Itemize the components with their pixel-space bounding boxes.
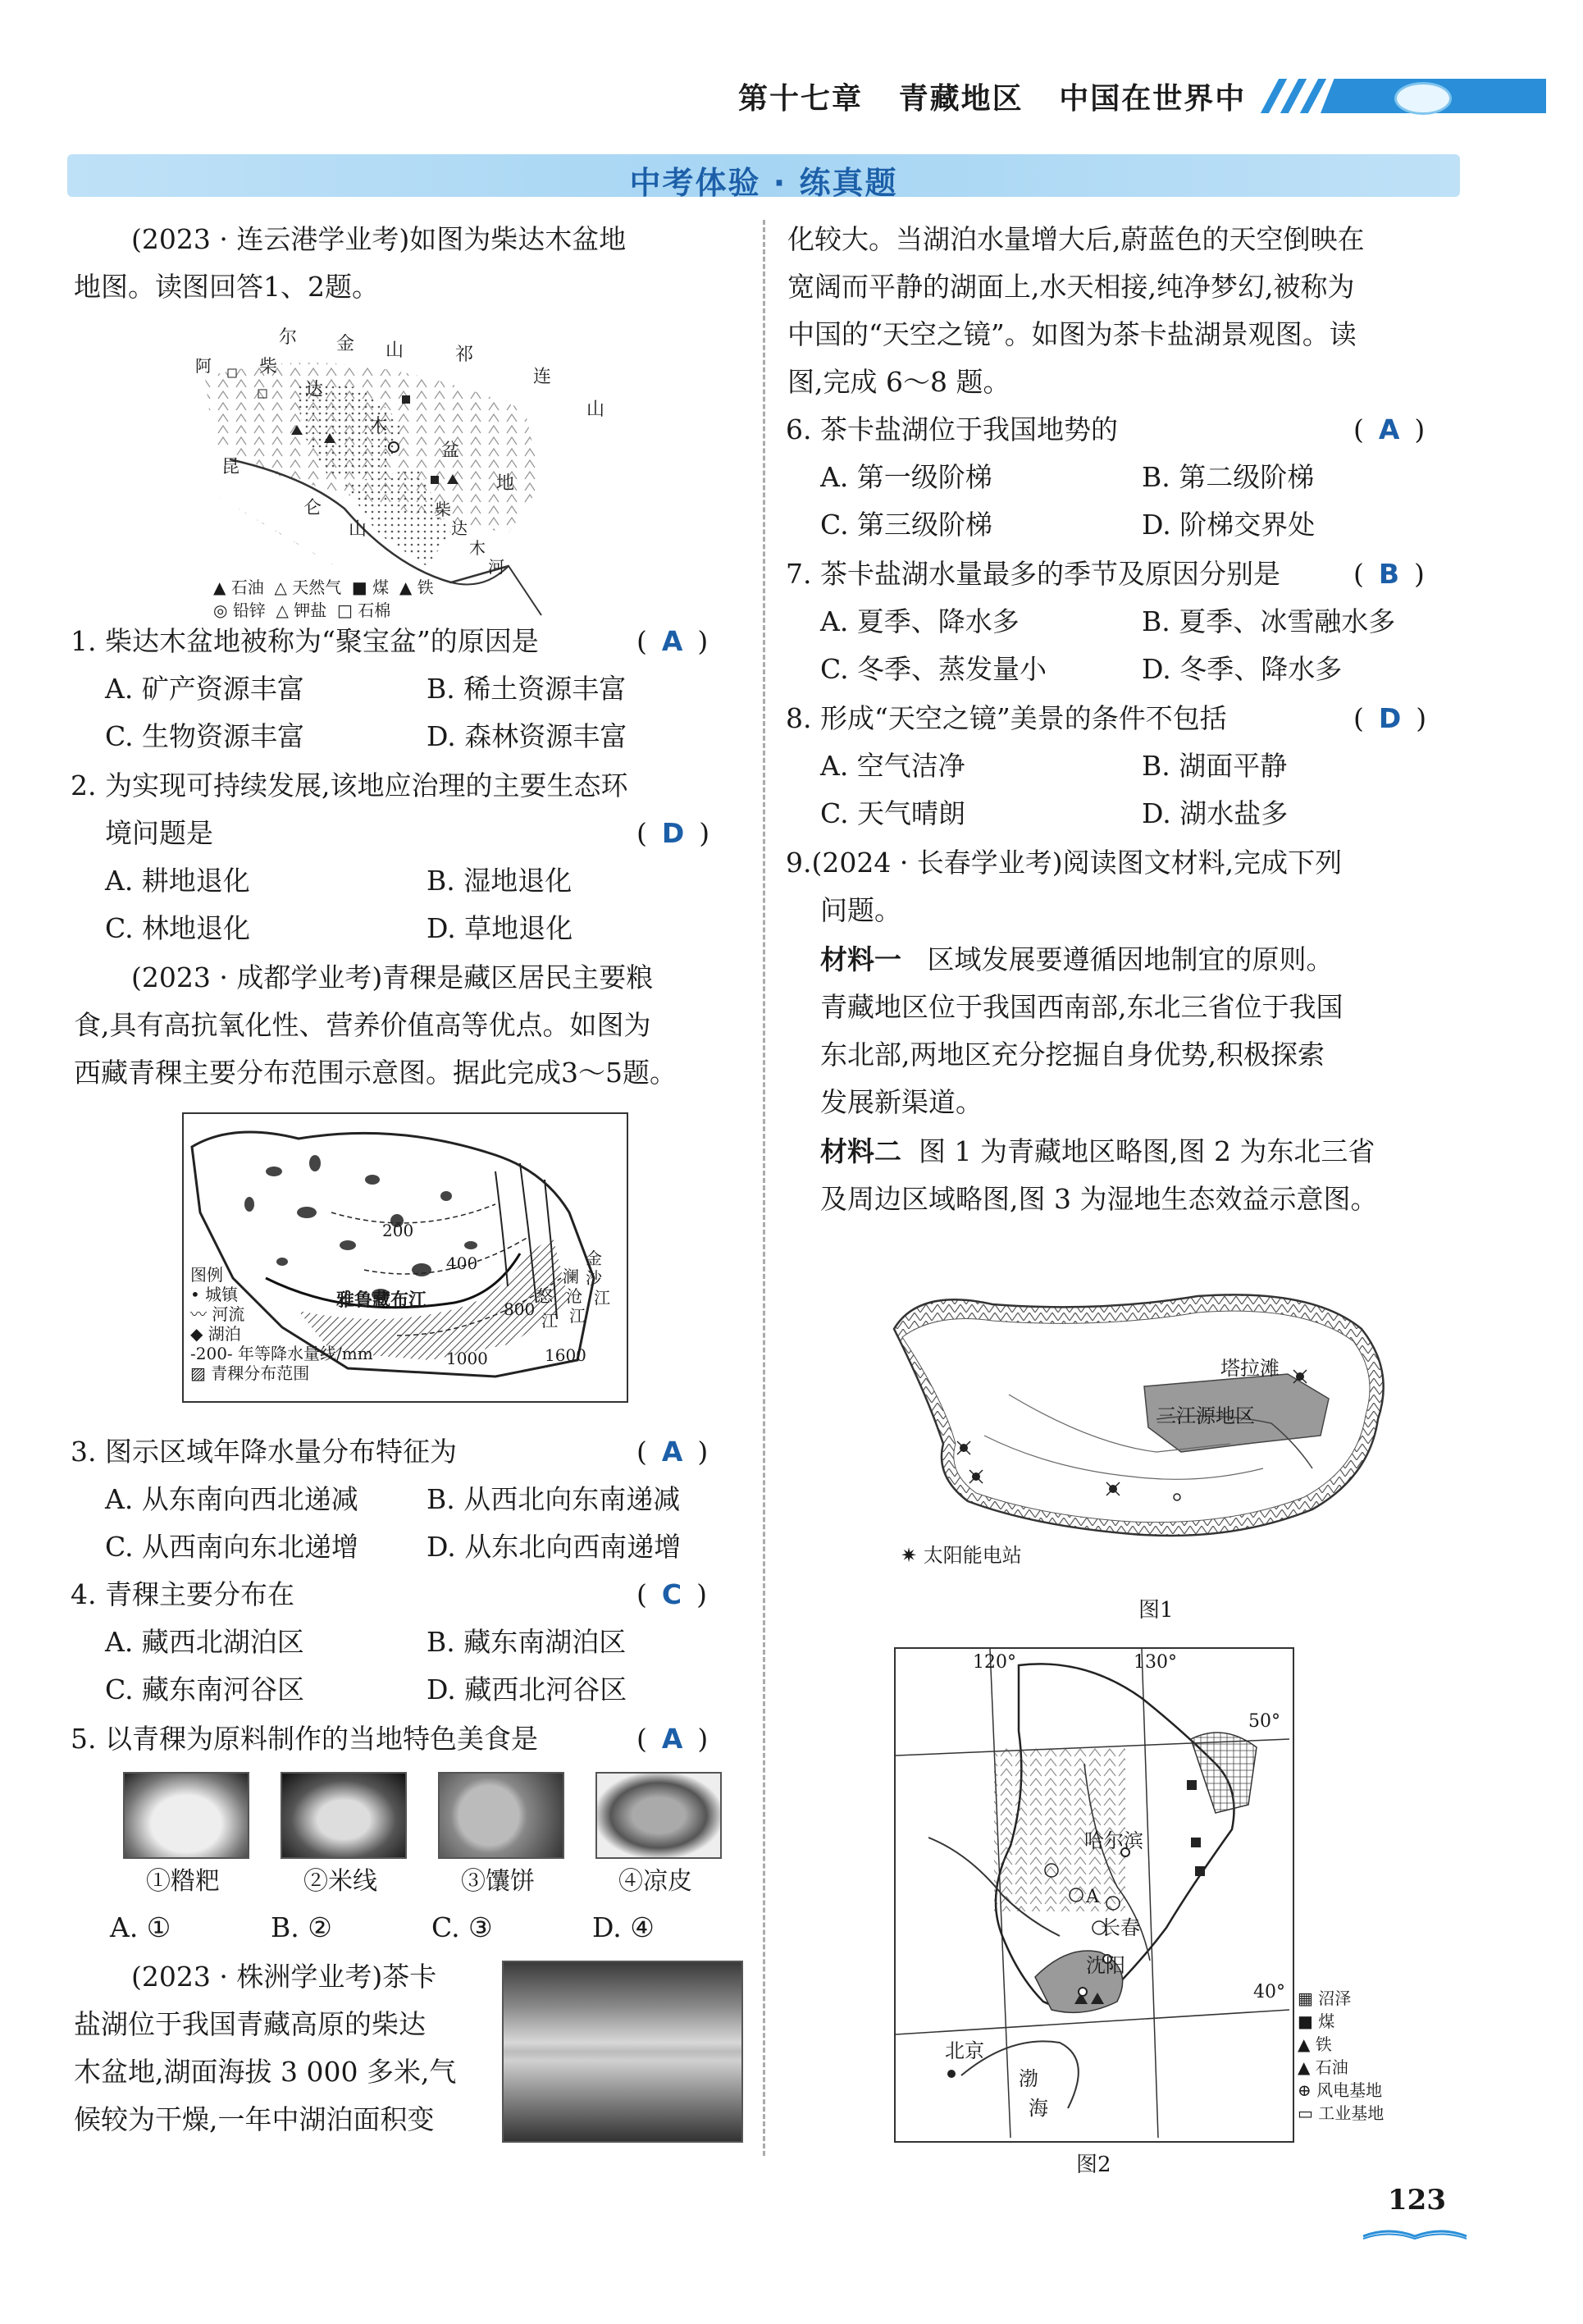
map1-label: 盆	[441, 441, 460, 461]
q4-option: C. 藏东南河谷区	[105, 1673, 305, 1705]
q5-option: B. ②	[271, 1911, 332, 1943]
map1-label: 山	[385, 340, 404, 361]
intro3-line: 木盆地,湖面海拔 3 000 多米,气	[74, 2056, 457, 2088]
fig2-caption: 图2	[1076, 2153, 1111, 2177]
q5-option: D. ④	[592, 1911, 655, 1943]
q2-option: B. 湿地退化	[427, 865, 573, 897]
lat-label: 40°	[1253, 1982, 1285, 2002]
food-photo-liangpi	[595, 1772, 722, 1859]
map1-label: 柴	[259, 357, 278, 377]
food-caption: ②米线	[303, 1867, 377, 1896]
q6-option: D. 阶梯交界处	[1142, 509, 1316, 541]
tibet-barley-map	[182, 1112, 628, 1403]
q6-option: C. 第三级阶梯	[820, 509, 993, 541]
q2-answer: ( D )	[636, 817, 710, 849]
intro3-line: 中国的“天空之镜”。如图为茶卡盐湖景观图。读	[787, 318, 1357, 350]
q8-option: D. 湖水盐多	[1142, 797, 1289, 829]
fig2-legend: ⊕ 风电基地	[1298, 2080, 1383, 2100]
q1-stem: 1. 柴达木盆地被称为“聚宝盆”的原因是	[71, 625, 539, 657]
taralatan-label: 塔拉滩	[1220, 1357, 1280, 1380]
sanjiangyuan-label: 三江源地区	[1156, 1404, 1255, 1427]
section-banner	[67, 154, 1460, 201]
map1-legend: ◎ 铅锌 △ 钾盐 □ 石棉	[213, 600, 391, 620]
q1-option: A. 矿产资源丰富	[105, 673, 304, 705]
material-1-line: 青藏地区位于我国西南部,东北三省位于我国	[820, 991, 1343, 1023]
intro3-line: 候较为干燥,一年中湖泊面积变	[74, 2103, 435, 2135]
q2-option: C. 林地退化	[105, 912, 251, 944]
food-photo-rice-noodle	[281, 1772, 407, 1859]
fig2-legend: ■ 煤	[1298, 2011, 1335, 2031]
lon-label: 120°	[973, 1652, 1016, 1673]
q4-option: B. 藏东南湖泊区	[427, 1626, 627, 1658]
q9-stem: 9.(2024 · 长春学业考)阅读图文材料,完成下列	[786, 847, 1343, 879]
map1-legend: ▲ 石油 △ 天然气 ■ 煤 ▲ 铁	[213, 578, 434, 597]
map1-label: 达	[305, 380, 324, 400]
page-number: 123	[1388, 2184, 1446, 2217]
q3-option: A. 从东南向西北递减	[105, 1483, 358, 1515]
q4-option: A. 藏西北湖泊区	[105, 1626, 304, 1658]
q7-answer: ( B )	[1353, 558, 1425, 590]
intro3-line: (2023 · 株洲学业考)茶卡	[131, 1961, 437, 1993]
area-label: A	[1086, 1887, 1099, 1907]
q5-stem: 5. 以青稞为原料制作的当地特色美食是	[71, 1723, 538, 1755]
map1-label: 地	[496, 473, 515, 494]
material-1-line: 材料一 区域发展要遵循因地制宜的原则。	[820, 943, 1334, 975]
river-label: 江	[541, 1311, 558, 1331]
section-title: 中考体验 · 练真题	[629, 165, 898, 201]
qinghai-tibet-map	[886, 1280, 1394, 1583]
intro1-line2: 地图。读图回答1、2题。	[74, 271, 379, 303]
yarlung-river-label: 雅鲁藏布江	[336, 1290, 427, 1311]
river-label: 澜	[563, 1267, 579, 1286]
map1-label: 阿	[195, 356, 212, 376]
chapter-label: 第十七章	[738, 82, 864, 116]
intro1-line1: (2023 · 连云港学业考)如图为柴达木盆地	[131, 223, 627, 255]
q3-option: B. 从西北向东南递减	[427, 1483, 681, 1515]
intro3-line: 图,完成 6～8 题。	[787, 366, 1010, 398]
q1-option: D. 森林资源丰富	[427, 720, 627, 752]
food-caption: ①糌粑	[146, 1867, 220, 1896]
river-label: 江	[569, 1306, 586, 1326]
intro3-line: 盐湖位于我国青藏高原的柴达	[74, 2008, 426, 2040]
map1-label: 连	[533, 367, 552, 387]
q1-option: C. 生物资源丰富	[105, 720, 305, 752]
map2-legend: -200- 年等降水量线/mm	[190, 1344, 373, 1363]
q4-option: D. 藏西北河谷区	[427, 1673, 627, 1705]
q3-option: D. 从东北向西南递增	[427, 1531, 682, 1563]
intro2-line: 食,具有高抗氧化性、营养价值高等优点。如图为	[74, 1009, 651, 1041]
intro2-line: (2023 · 成都学业考)青稞是藏区居民主要粮	[131, 961, 654, 993]
river-label: 沧	[566, 1286, 582, 1306]
intro3-line: 宽阔而平静的湖面上,水天相接,纯净梦幻,被称为	[787, 271, 1355, 303]
map2-legend: ◆ 湖泊	[190, 1324, 241, 1344]
map2-legend-title: 图例	[190, 1265, 223, 1285]
q6-answer: ( A )	[1353, 413, 1426, 445]
fig2-legend: ▭ 工业基地	[1298, 2103, 1385, 2123]
q8-option: A. 空气洁净	[820, 750, 965, 782]
q6-option: A. 第一级阶梯	[820, 461, 992, 493]
lat-label: 50°	[1248, 1711, 1280, 1732]
sea-label: 海	[1029, 2097, 1048, 2120]
city-label: 沈阳	[1086, 1954, 1125, 1977]
map1-label: 柴	[435, 500, 451, 519]
q3-stem: 3. 图示区域年降水量分布特征为	[71, 1436, 457, 1468]
isohyet-label: 200	[382, 1221, 414, 1240]
column-divider	[763, 220, 765, 2156]
northeast-china-map	[894, 1647, 1294, 2143]
q7-option: D. 冬季、降水多	[1142, 653, 1343, 685]
material-1-line: 东北部,两地区充分挖掘自身优势,积极探索	[820, 1039, 1325, 1071]
map2-legend: ▨ 青稞分布范围	[190, 1363, 310, 1383]
q9-stem: 问题。	[820, 894, 901, 926]
map1-label: 山	[349, 519, 367, 540]
book-icon	[1362, 2225, 1468, 2240]
fig1-caption: 图1	[1138, 1598, 1174, 1623]
intro3-line: 化较大。当湖泊水量增大后,蔚蓝色的天空倒映在	[787, 223, 1365, 255]
fig2-legend: ▲ 铁	[1298, 2034, 1332, 2054]
qaidam-basin-map	[180, 320, 623, 623]
q7-option: A. 夏季、降水多	[820, 605, 1020, 637]
material-1-line: 发展新渠道。	[820, 1086, 983, 1118]
map1-label: 达	[451, 518, 468, 538]
map2-legend: 〰 河流	[190, 1304, 245, 1324]
map1-label: 山	[586, 400, 605, 420]
q2-option: A. 耕地退化	[105, 865, 250, 897]
q2-stem: 境问题是	[105, 817, 213, 849]
isohyet-label: 1600	[545, 1345, 586, 1365]
q8-option: C. 天气晴朗	[820, 797, 966, 829]
map2-legend: • 城镇	[190, 1285, 239, 1304]
river-label: 怒	[536, 1286, 553, 1306]
city-label: 北京	[945, 2039, 984, 2062]
map1-label: 木	[469, 538, 486, 558]
q5-answer: ( A )	[636, 1723, 709, 1755]
map1-label: 仑	[303, 498, 322, 518]
q5-option: C. ③	[431, 1911, 493, 1943]
q3-answer: ( A )	[636, 1436, 709, 1468]
header-title	[738, 75, 1246, 117]
material-2-line: 及周边区域略图,图 3 为湿地生态效益示意图。	[820, 1183, 1378, 1215]
fig2-legend: ▲ 石油	[1298, 2057, 1348, 2077]
region-label: 青藏地区	[898, 82, 1024, 116]
map1-label: 尔	[279, 327, 298, 348]
q6-stem: 6. 茶卡盐湖位于我国地势的	[786, 413, 1118, 445]
food-caption: ④凉皮	[618, 1867, 692, 1896]
river-label: 江	[594, 1288, 610, 1308]
city-label: 长春	[1101, 1916, 1140, 1939]
sea-label: 渤	[1019, 2067, 1038, 2090]
map1-label: 祁	[455, 345, 474, 365]
page-header	[0, 72, 1583, 120]
q1-option: B. 稀土资源丰富	[427, 673, 627, 705]
map1-label: 金	[336, 334, 355, 354]
food-photo-zanba	[123, 1772, 249, 1859]
isohyet-label: 1000	[446, 1349, 488, 1368]
q3-option: C. 从西南向东北递增	[105, 1531, 359, 1563]
q7-stem: 7. 茶卡盐湖水量最多的季节及原因分别是	[786, 558, 1280, 590]
isohyet-label: 400	[446, 1253, 478, 1273]
isohyet-label: 800	[504, 1299, 536, 1319]
q4-stem: 4. 青稞主要分布在	[71, 1578, 294, 1610]
topic-label: 中国在世界中	[1059, 82, 1247, 116]
q4-answer: ( C )	[636, 1578, 707, 1610]
q5-option: A. ①	[110, 1911, 171, 1943]
fig1-svg	[886, 1280, 1394, 1583]
q2-stem: 2. 为实现可持续发展,该地应治理的主要生态环	[71, 769, 628, 801]
q6-option: B. 第二级阶梯	[1142, 461, 1315, 493]
logo-icon	[1394, 82, 1452, 115]
fig2-legend: ▦ 沼泽	[1298, 1988, 1352, 2008]
food-photo-naan	[438, 1772, 564, 1859]
map1-label: 昆	[221, 457, 240, 477]
intro2-line: 西藏青稞主要分布范围示意图。据此完成3～5题。	[74, 1057, 677, 1089]
q8-answer: ( D )	[1353, 702, 1427, 734]
chaka-salt-lake-photo	[502, 1961, 743, 2143]
map1-label: 河	[488, 557, 504, 577]
food-caption: ③馕饼	[461, 1867, 535, 1896]
q7-option: C. 冬季、蒸发量小	[820, 653, 1047, 685]
lon-label: 130°	[1134, 1652, 1177, 1673]
river-label: 沙	[586, 1268, 602, 1288]
river-label: 金	[586, 1249, 602, 1268]
q8-option: B. 湖面平静	[1142, 750, 1288, 782]
city-label: 哈尔滨	[1084, 1829, 1143, 1852]
fig1-legend: ✷ 太阳能电站	[901, 1544, 1022, 1567]
material-2-line: 材料二 图 1 为青藏地区略图,图 2 为东北三省	[820, 1135, 1375, 1167]
q8-stem: 8. 形成“天空之镜”美景的条件不包括	[786, 702, 1227, 734]
q2-option: D. 草地退化	[427, 912, 573, 944]
q1-answer: ( A )	[636, 625, 709, 657]
map1-label: 木	[369, 416, 388, 436]
q7-option: B. 夏季、冰雪融水多	[1142, 605, 1396, 637]
